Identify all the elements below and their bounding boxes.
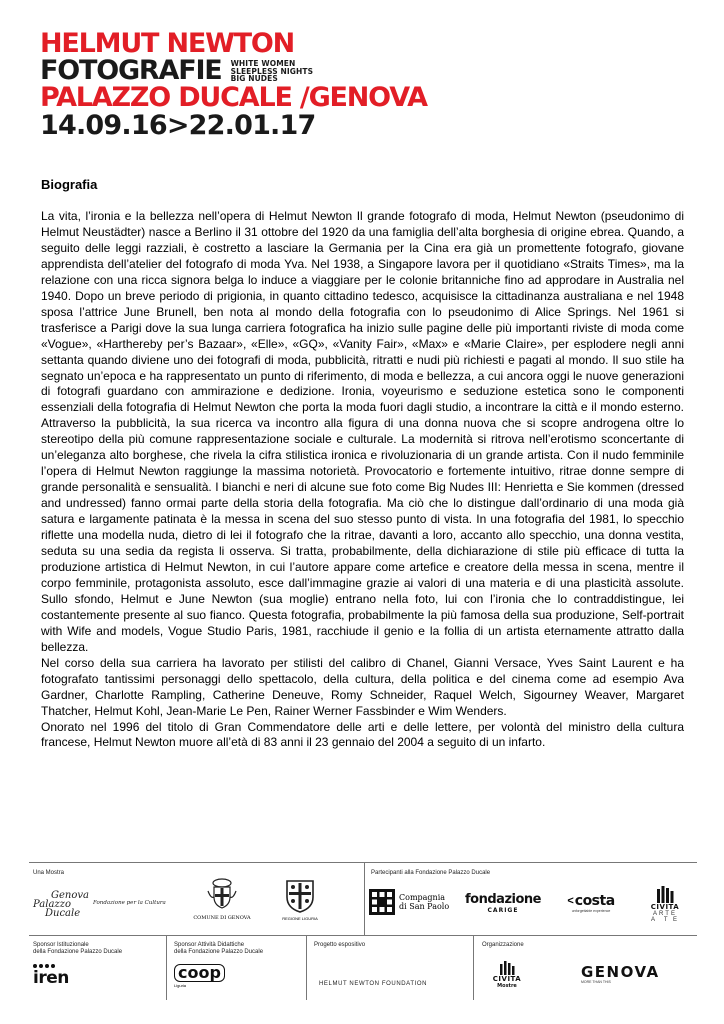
iren-wordmark: iren — [33, 968, 69, 988]
biography-paragraph: Onorato nel 1996 del titolo di Gran Commendatore delle arti e delle lettere, per volontà del ministro della cultura francese, Helmut Newton muore all’età di 83 anni il 23 gennaio del 2004 a seguito di un infarto. — [41, 719, 684, 750]
palazzo-ducale-wordmark: Genova Palazzo Ducale — [33, 889, 89, 919]
civita-mostre-logo — [482, 956, 532, 994]
iren-logo — [33, 962, 93, 988]
footer-divider — [364, 862, 365, 935]
sponsor-istituzionale-caption: Sponsor Istituzionale della Fondazione Palazzo Ducale — [33, 942, 123, 955]
civita-label: CIVITA — [492, 975, 522, 983]
fondazione-wordmark: fondazione — [465, 892, 541, 907]
section-sleepless-nights: SLEEPLESS NIGHTS — [230, 66, 314, 76]
coop-region: Liguria — [174, 983, 187, 988]
biography-text — [41, 209, 684, 751]
comune-genova-logo — [187, 876, 257, 922]
genova-coat-of-arms-icon — [205, 877, 239, 911]
sponsors-footer — [29, 862, 697, 1000]
costa-mark-icon: < — [567, 895, 574, 907]
footer-divider — [166, 935, 167, 1000]
footer-middle-rule — [29, 935, 697, 936]
costa-wordmark: costa — [574, 893, 615, 909]
exhibition-venue: PALAZZO DUCALE /GENOVA — [40, 82, 427, 113]
una-mostra-caption: Una Mostra — [33, 870, 65, 876]
regione-liguria-label: REGIONE LIGURIA — [282, 915, 318, 921]
partecipanti-caption: Partecipanti alla Fondazione Palazzo Ducale — [371, 870, 491, 876]
palazzo-ducale-logo — [33, 886, 173, 922]
genova-brand-tagline: MORE THAN THIS — [581, 980, 611, 984]
section-title: Biografia — [41, 177, 98, 192]
genova-brand-wordmark: GENOVA — [581, 963, 660, 981]
section-white-women: WHITE WOMEN — [230, 59, 296, 68]
exhibition-subtitle: FOTOGRAFIE — [40, 55, 222, 86]
comune-genova-label: COMUNE DI GENOVA — [193, 915, 251, 921]
arte-label: ARTE — [653, 911, 677, 917]
helmut-newton-foundation-label: HELMUT NEWTON FOUNDATION — [319, 981, 428, 987]
genova-brand-logo — [581, 960, 671, 988]
biography-paragraph: Nel corso della sua carriera ha lavorato per stilisti del calibro di Chanel, Gianni Versace, Yves Saint Laurent e ha fotografato tantissimi personaggi dello spettacolo, della cultura, della politica e del cinema come ad esempio Ava Gardner, Charlotte Rampling, Catherine Deneuve, Romy Schneider, Raquel Welch, Sigourney Weaver, Margaret Thatcher, Helmut Kohl, Jean-Marie Le Pen, Rainer Werner Fassbinder e Wim Wenders. — [41, 655, 684, 718]
regione-liguria-logo — [271, 876, 329, 922]
compagnia-san-paolo-logo — [369, 888, 461, 916]
san-paolo-grid-icon — [369, 889, 395, 915]
civita-label: CIVITA — [650, 903, 680, 911]
biography-paragraph: La vita, l’ironia e la bellezza nell’opera di Helmut Newton Il grande fotografo di moda, Helmut Newton (pseudonimo di Helmut Neustädter) nasce a Berlino il 31 ottobre del 1920 da una famiglia dell’alta borghesia di origine ebrea. Quando, a seguito delle leggi razziali, è costretto a lasciare la Germania per la Cina era già un promettente fotografo, giovane apprendista dell’atelier del fotografo di moda Yva. Nel 1938, a Singapore lavora per il quotidiano «Straits Times», ma la relazione con una ricca signora belga lo induce a viaggiare per le colonie britanniche fino ad approdare in Australia nel 1940. Dopo un breve periodo di prigionia, in quanto cittadino tedesco, acquisisce la cittadinanza australiana e nel 1948 sposa l’attrice June Brunell, ben nota al mondo della fotografia con lo pseudonimo di Alice Springs. Nel 1961 si trasferisce a Parigi dove la sua lunga carriera fotografica ha inizio sulle pagine delle più importanti riviste di moda come «Vogue», «Harthereby per’s Bazaar», «Elle», «GQ», «Vanity Fair», «Max» e «Marie Claire», per esplodere negli anni settanta quando diviene uno dei fotografi di moda, pubblicità, ritratti e nudi più richiesti e pagati al mondo. Il suo stile ha segnato un’epoca e ha rappresentato un punto di riferimento, di moda e bellezza, a cui ancora oggi le nuove generazioni di fotografi guardano con ammirazione e dedizione. Ironia, voyeurismo e seduzione estetica sono le componenti essenziali della fotografia di Helmut Newton che porta la moda fuori dagli studio, a incontrare la città e il mondo esterno. Attraverso la pubblicità, la sua ricerca va incontro alla figura di una donna nuova che si scopre androgena oltre lo stereotipo della più comune rappresentazione sociale e culturale. La modernità si ritrova nell’erotismo sconcertante di un’eleganza alto borghese, che rivela la cifra stilistica ironica e rivoluzionaria di un grande artista. Con il nudo femminile l’opera di Helmut Newton raggiunge la massima notorietà. Provocatorio e fortemente intuitivo, ritrae donne sempre di grande personalità e sensualità. I bianchi e neri di alcune sue foto come Big Nudes III: Henrietta e Sie kommen (dressed and undressed) fanno ormai parte della storia della fotografia. Ma ciò che lo distingue dall’ordinario di una moda già satura e largamente patinata è la messa in scena del suo stesso punto di vista. In una fotografia del 1981, lo specchio riflette una modella nuda, dietro di lei il fotografo che la ritrae, davanti a loro, accanto allo specchio, una donna vestita, seduta su una sedia da regista li osserva. Si tratta, probabilmente, della dichiarazione di stile più efficace di tutta la produzione artistica di Helmut Newton, in cui l’autore appare come artefice e creatore della messa in scena, mentre il corpo femminile, protagonista assoluto, esce dall’immagine grazie ai valori di una materia e di una plasticità assolute. Sullo sfondo, Helmut e June Newton (sua moglie) entrano nella foto, lui con l’ironia che lo contraddistingue, lei costantemente presente al suo fianco. Questa fotografia, probabilmente la più famosa della sua produzione, Self-portrait with Wife and models, Vogue Studio Paris, 1981, racchiude il genio e la follia di un artista eternamente attratto dalla bellezza. — [41, 209, 684, 654]
footer-divider — [473, 935, 474, 1000]
exhibition-dates: 14.09.16>22.01.17 — [40, 110, 316, 141]
fondazione-cultura-label: Fondazione per la Cultura — [92, 900, 166, 906]
civita-arte-logo — [637, 876, 693, 932]
subtitle-row — [40, 57, 690, 84]
costa-logo — [561, 888, 621, 918]
coop-wordmark: coop — [174, 964, 225, 982]
compagnia-label: Compagnia di San Paolo — [399, 893, 450, 911]
exhibition-header — [40, 30, 690, 139]
liguria-shield-icon — [283, 878, 317, 914]
civita-columns-icon — [499, 961, 515, 975]
civita-columns-icon — [656, 885, 674, 903]
costa-tagline: unforgettable experience — [571, 909, 611, 913]
section-big-nudes: BIG NUDES — [230, 74, 278, 84]
carige-label: CARIGE — [487, 907, 519, 914]
exhibition-sections — [231, 60, 314, 83]
fondazione-carige-logo — [467, 888, 539, 918]
footer-top-rule — [29, 862, 697, 863]
coop-logo — [174, 962, 222, 990]
organizzazione-caption: Organizzazione — [482, 942, 524, 948]
ate-label: A T E — [650, 917, 680, 923]
footer-divider — [306, 935, 307, 1000]
sponsor-attivita-caption: Sponsor Attività Didattiche della Fondazione Palazzo Ducale — [174, 942, 264, 955]
exhibition-title: HELMUT NEWTON — [40, 28, 295, 59]
mostre-label: Mostre — [497, 983, 517, 989]
progetto-caption: Progetto espositivo — [314, 942, 366, 948]
